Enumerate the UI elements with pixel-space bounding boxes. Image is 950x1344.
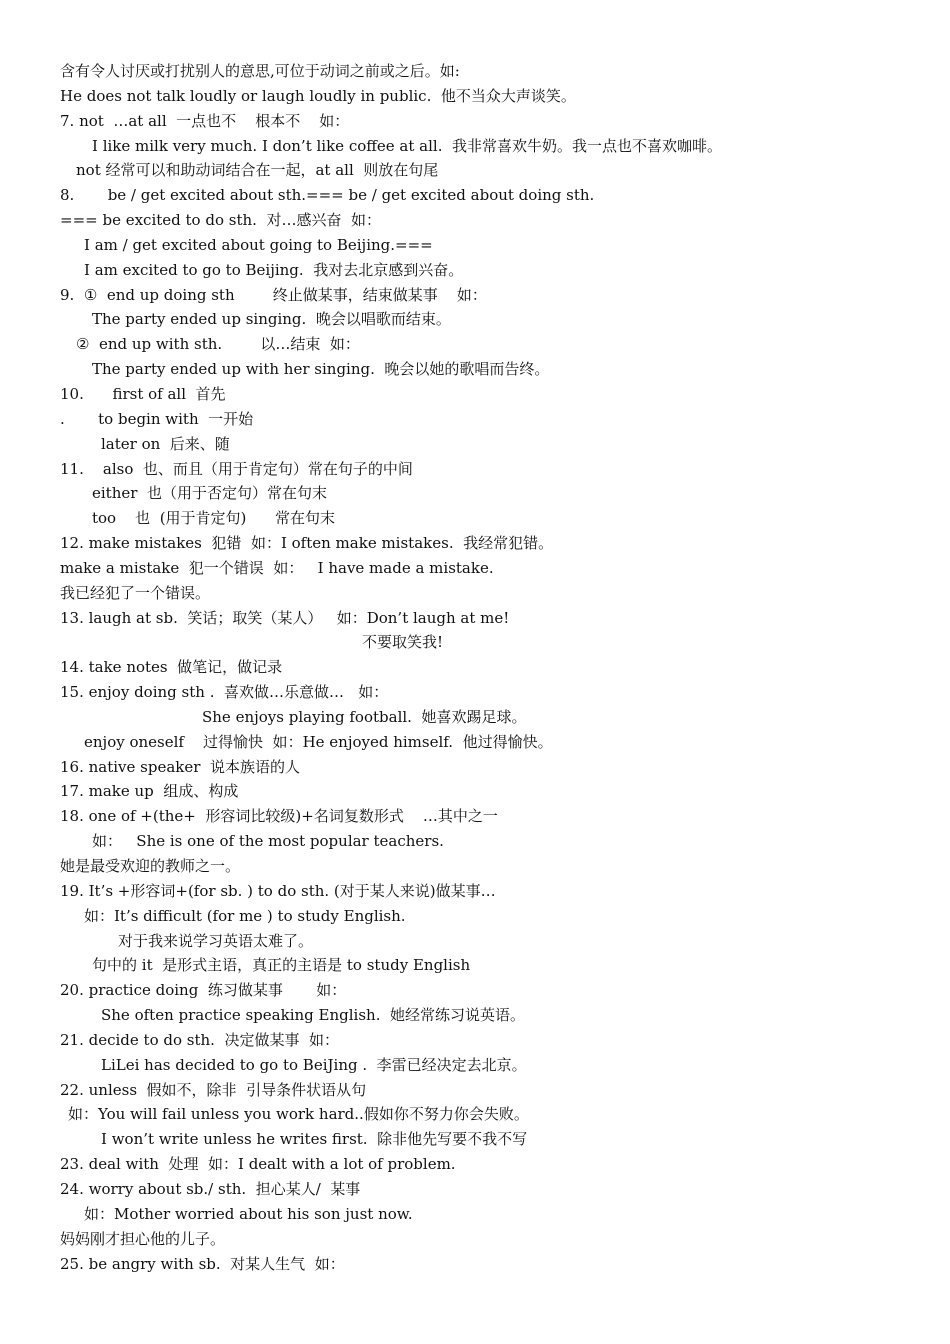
text-line: 25. be angry with sb. 对某人生气 如： — [60, 1254, 345, 1273]
text-line: 20. practice doing 练习做某事 如： — [60, 981, 347, 1000]
text-line: . to begin with 一开始 — [60, 409, 254, 428]
text-line: 妈妈刚才担心他的儿子。 — [60, 1229, 226, 1248]
text-line: She often practice speaking English. 她经常练习说英语。 — [101, 1006, 525, 1025]
text-line: 她是最受欢迎的教师之一。 — [60, 857, 241, 875]
text-line: 13. laugh at sb. 笑话；取笑（某人） 如：Don’t laugh at me! — [60, 608, 510, 627]
text-line: 如：It’s difficult (for me ) to study English. — [84, 906, 406, 925]
text-line: I like milk very much. I don’t like coffee at all. 我非常喜欢牛奶。我一点也不喜欢咖啡。 — [92, 136, 723, 155]
text-line: later on 后来、随 — [101, 434, 230, 453]
text-line: I am / get excited about going to Beijing.=== — [84, 235, 433, 254]
text-line: 7. not …at all 一点也不 根本不 如： — [60, 111, 350, 130]
document-page — [0, 59, 950, 1276]
text-line: The party ended up with her singing. 晚会以她的歌唱而告终。 — [92, 360, 550, 379]
text-line: either 也（用于否定句）常在句末 — [92, 484, 327, 503]
text-line: 11. also 也、而且（用于肯定句）常在句子的中间 — [60, 459, 413, 478]
text-line: too 也 (用于肯定句) 常在句末 — [92, 509, 336, 528]
text-line: 我已经犯了一个错误。 — [60, 583, 211, 602]
text-line: 不要取笑我! — [362, 633, 444, 652]
text-line: 如：Mother worried about his son just now. — [84, 1204, 413, 1223]
text-line: make a mistake 犯一个错误 如： I have made a mistake. — [60, 558, 494, 577]
text-line: The party ended up singing. 晚会以唱歌而结束。 — [92, 310, 451, 329]
text-line: 14. take notes 做笔记，做记录 — [60, 658, 283, 677]
text-line: 23. deal with 处理 如：I dealt with a lot of problem. — [60, 1155, 456, 1174]
text-line: ② end up with sth. 以…结束 如： — [76, 335, 360, 354]
text-line: 如：You will fail unless you work hard..假如你不努力你会失败。 — [68, 1105, 529, 1124]
text-line: She enjoys playing football. 她喜欢踢足球。 — [202, 707, 527, 726]
text-line: He does not talk loudly or laugh loudly in public. 他不当众大声谈笑。 — [60, 86, 576, 105]
text-line: 24. worry about sb./ sth. 担心某人/ 某事 — [60, 1179, 361, 1198]
text-line: 句中的 it 是形式主语，真正的主语是 to study English — [92, 956, 471, 975]
text-line: I won’t write unless he writes first. 除非他先写要不我不写 — [101, 1130, 528, 1149]
text-line: 22. unless 假如不，除非 引导条件状语从句 — [60, 1080, 367, 1099]
text-line: 含有令人讨厌或打扰别人的意思,可位于动词之前或之后。如: — [60, 62, 460, 80]
text-line: 15. enjoy doing sth . 喜欢做…乐意做… 如： — [60, 683, 389, 702]
text-line: 对于我来说学习英语太难了。 — [118, 931, 314, 950]
text-line: 19. It’s +形容词+(for sb. ) to do sth. (对于某人来说)做某事… — [60, 881, 496, 900]
text-line: enjoy oneself 过得愉快 如：He enjoyed himself. 他过得愉快。 — [84, 732, 553, 751]
text-line: 8. be / get excited about sth.=== be / get excited about doing sth. — [60, 186, 595, 205]
text-line: 如： She is one of the most popular teachers. — [92, 832, 444, 851]
text-line: 9. ① end up doing sth 终止做某事，结束做某事 如： — [60, 285, 487, 304]
text-line: not 经常可以和助动词结合在一起，at all 则放在句尾 — [76, 161, 439, 180]
text-line: === be excited to do sth. 对…感兴奋 如： — [60, 211, 381, 230]
text-line: I am excited to go to Beijing. 我对去北京感到兴奋。 — [84, 260, 464, 279]
text-line: 21. decide to do sth. 决定做某事 如： — [60, 1030, 340, 1049]
text-line: LiLei has decided to go to BeiJing . 李雷已经决定去北京。 — [101, 1055, 527, 1074]
text-line: 17. make up 组成、构成 — [60, 782, 239, 801]
text-line: 18. one of +(the+ 形容词比较级)+名词复数形式 …其中之一 — [60, 807, 498, 826]
text-line: 12. make mistakes 犯错 如：I often make mistakes. 我经常犯错。 — [60, 534, 554, 553]
text-line: 10. first of all 首先 — [60, 384, 226, 403]
text-line: 16. native speaker 说本族语的人 — [60, 757, 300, 776]
